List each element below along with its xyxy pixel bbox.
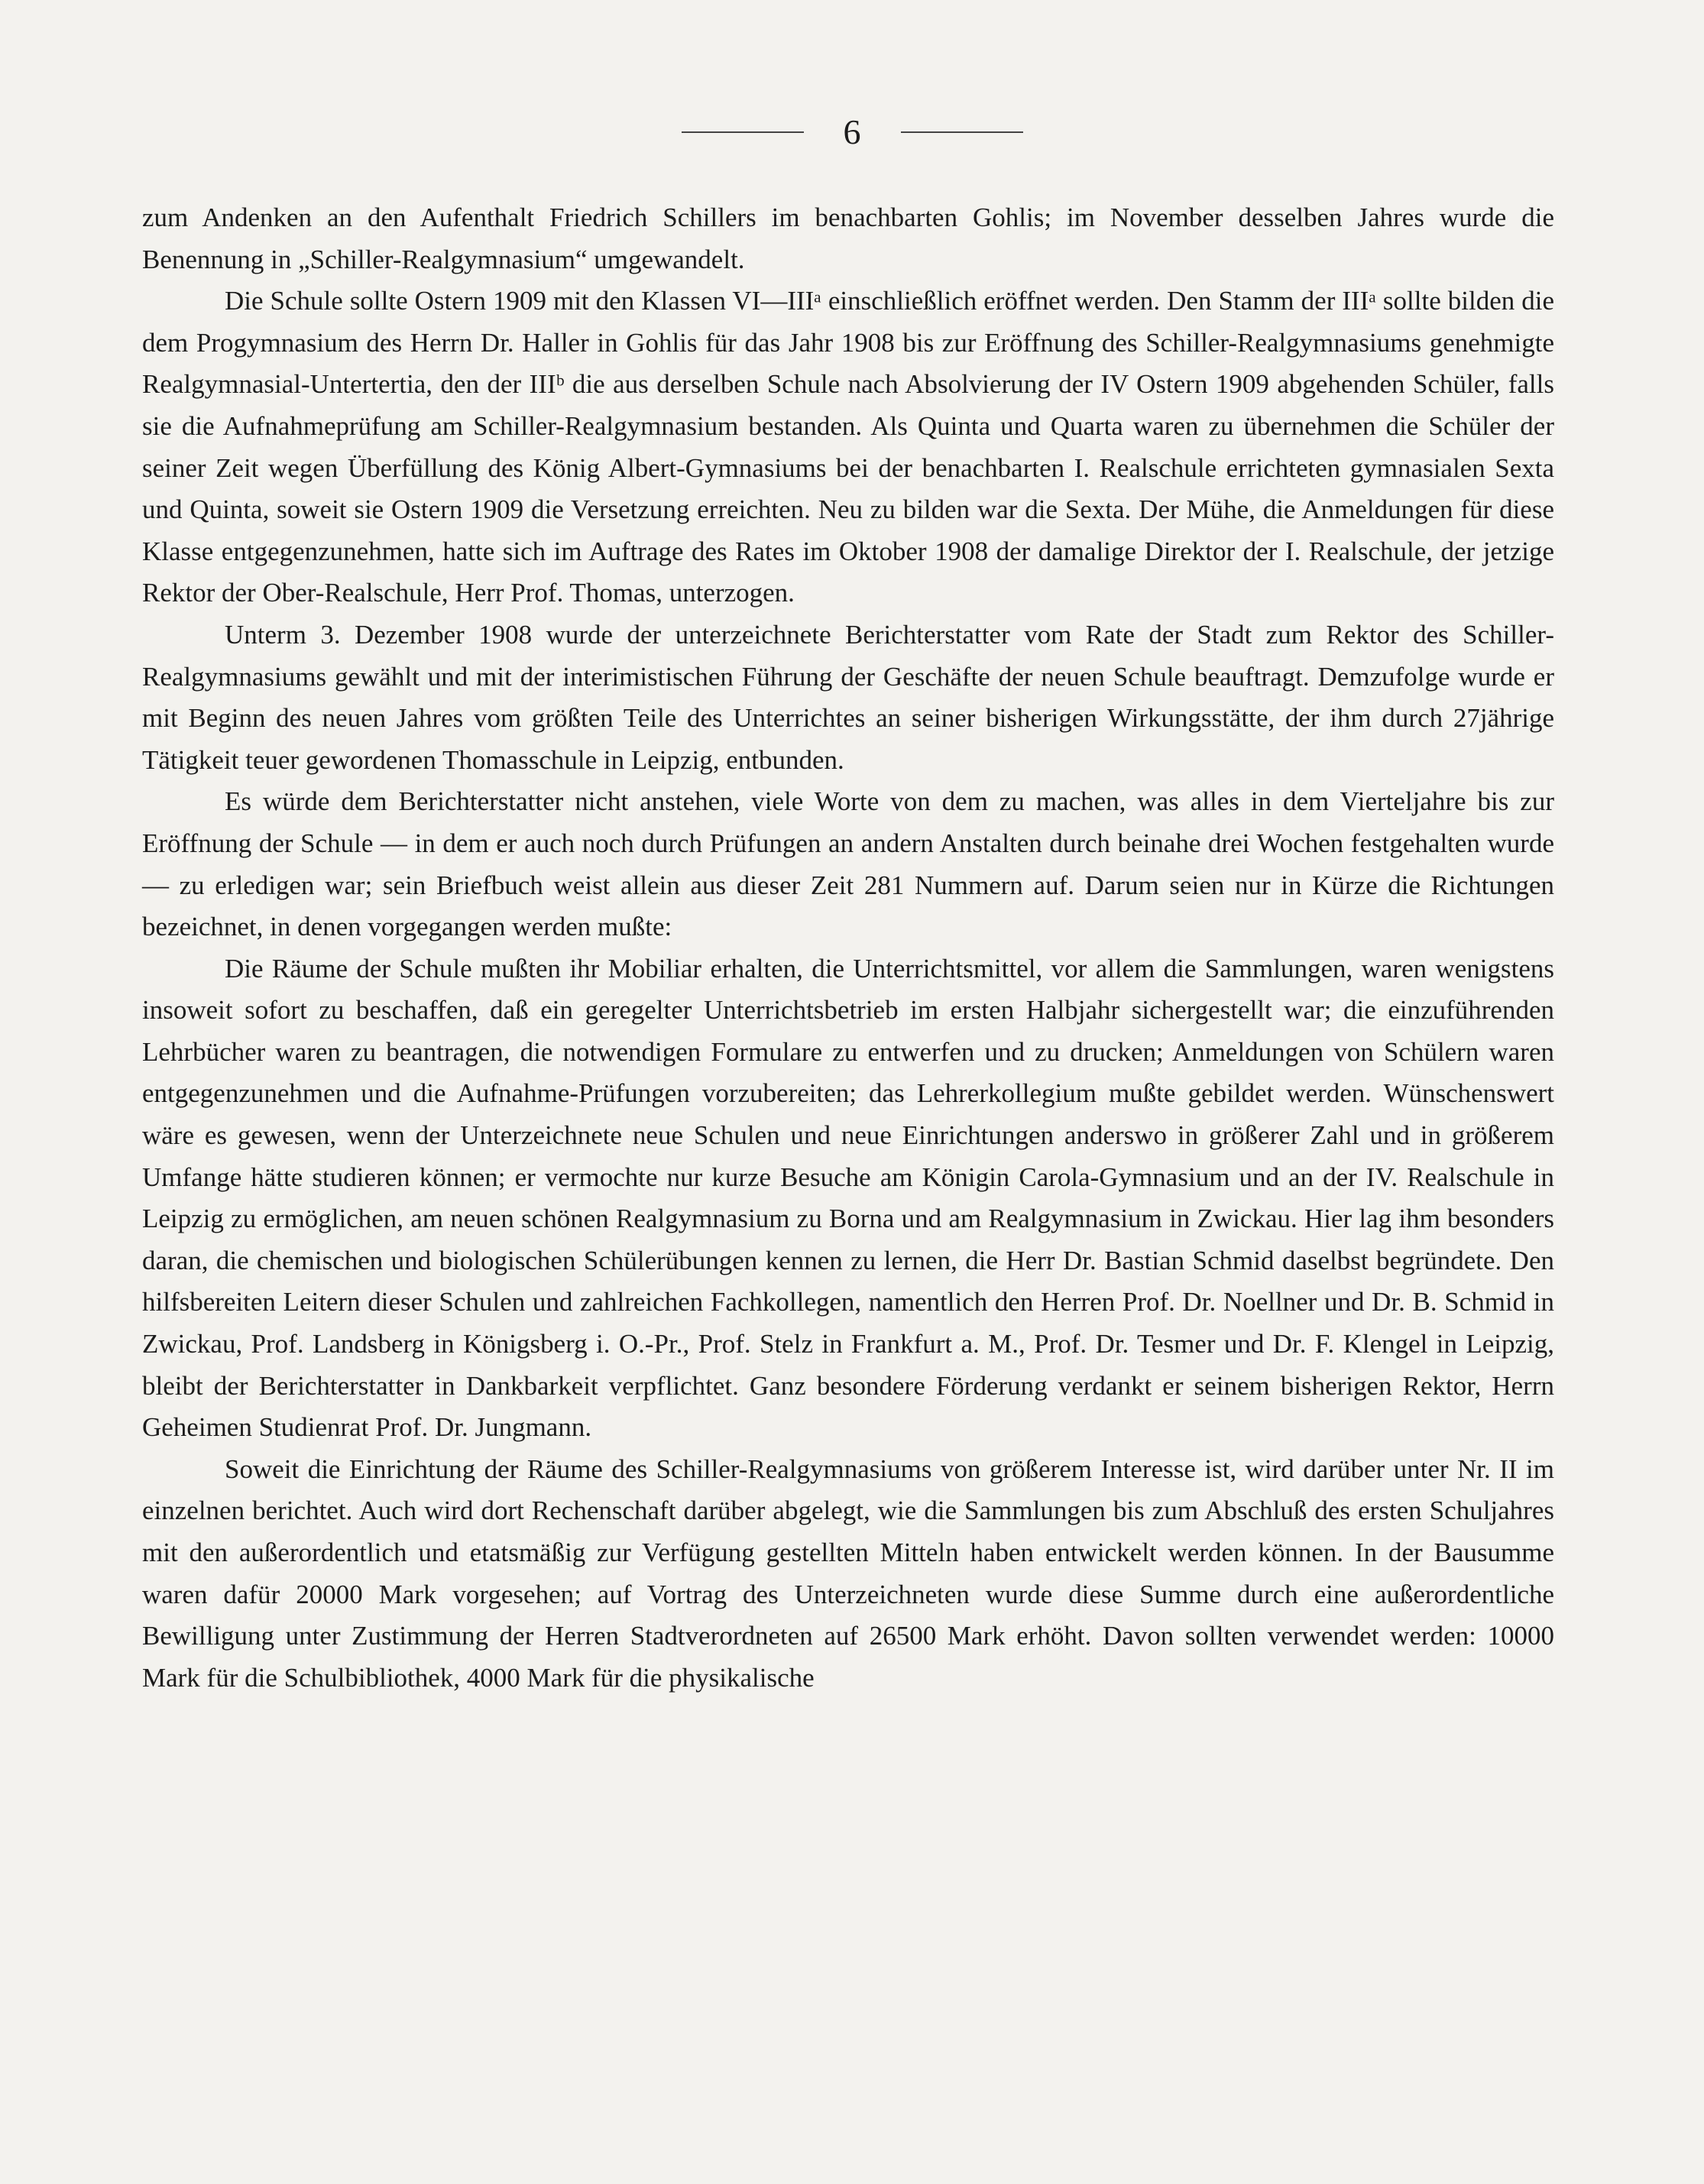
paragraph-3: Unterm 3. Dezember 1908 wurde der unterzeichnete Berichterstatter vom Rate der Stadt zum Rektor des Schiller-Realgymnasiums gewählt und mit der interimistischen Führung der Geschäfte der neuen Schule beauftragt. Demzufolge wurde er mit Beginn des neuen Jahres vom größten Teile des Unterrichtes an seiner bisherigen Wirkungsstätte, der ihm durch 27jährige Tätigkeit teuer gewordenen Thomasschule in Leipzig, entbunden. (142, 619, 1554, 775)
page-number: 6 (843, 112, 861, 151)
body-text (142, 197, 1554, 1699)
paragraph-2: Die Schule sollte Ostern 1909 mit den Klassen VI—IIIᵃ einschließlich eröffnet werden. Den Stamm der IIIᵃ sollte bilden die dem Progymnasium des Herrn Dr. Haller in Gohlis für das Jahr 1908 bis zur Eröffnung des Schiller-Realgymnasiums genehmigte Realgymnasial-Untertertia, den der IIIᵇ die aus derselben Schule nach Absolvierung der IV Ostern 1909 abgehenden Schüler, falls sie die Aufnahmeprüfung am Schiller-Realgymnasium bestanden. Als Quinta und Quarta waren zu übernehmen die Schüler der seiner Zeit wegen Überfüllung des König Albert-Gymnasiums bei der benachbarten I. Realschule errichteten gymnasialen Sexta und Quinta, soweit sie Ostern 1909 die Versetzung erreichten. Neu zu bilden war die Sexta. Der Mühe, die Anmeldungen für diese Klasse entgegenzunehmen, hatte sich im Auftrage des Rates im Oktober 1908 der damalige Direktor der I. Realschule, der jetzige Rektor der Ober-Realschule, Herr Prof. Thomas, unterzogen. (142, 286, 1554, 608)
page-header (0, 112, 1704, 151)
paragraph-6: Soweit die Einrichtung der Räume des Schiller-Realgymnasiums von größerem Interesse ist, wird darüber unter Nr. II im einzelnen berichtet. Auch wird dort Rechenschaft darüber abgelegt, wie die Sammlungen bis zum Abschluß des ersten Schuljahres mit den außerordentlich und etatsmäßig zur Verfügung gestellten Mitteln haben entwickelt werden können. In der Bausumme waren dafür 20000 Mark vorgesehen; auf Vortrag des Unterzeichneten wurde diese Summe durch eine außerordentliche Bewilligung unter Zustimmung der Herren Stadtverordneten auf 26500 Mark erhöht. Davon sollten verwendet werden: 10000 Mark für die Schulbibliothek, 4000 Mark für die physikalische (142, 1453, 1554, 1693)
paragraph-5: Die Räume der Schule mußten ihr Mobiliar erhalten, die Unterrichtsmittel, vor allem die Sammlungen, waren wenigstens insoweit sofort zu beschaffen, daß ein geregelter Unterrichtsbetrieb im ersten Halbjahr sichergestellt war; die einzuführenden Lehrbücher waren zu beantragen, die notwendigen Formulare zu entwerfen und zu drucken; Anmeldungen von Schülern waren entgegenzunehmen und die Aufnahme-Prüfungen vorzubereiten; das Lehrerkollegium mußte gebildet werden. Wünschenswert wäre es gewesen, wenn der Unterzeichnete neue Schulen und neue Einrichtungen anderswo in größerer Zahl und in größerem Umfange hätte studieren können; er vermochte nur kurze Besuche am Königin Carola-Gymnasium und an der IV. Realschule in Leipzig zu ermöglichen, am neuen schönen Realgymnasium zu Borna und am Realgymnasium in Zwickau. Hier lag ihm besonders daran, die chemischen und biologischen Schülerübungen kennen zu lernen, die Herr Dr. Bastian Schmid daselbst begründete. Den hilfsbereiten Leitern dieser Schulen und zahlreichen Fachkollegen, namentlich den Herren Prof. Dr. Noellner und Dr. B. Schmid in Zwickau, Prof. Landsberg in Königsberg i. O.-Pr., Prof. Stelz in Frankfurt a. M., Prof. Dr. Tesmer und Dr. F. Klengel in Leipzig, bleibt der Berichterstatter in Dankbarkeit verpflichtet. Ganz besondere Förderung verdankt er seinem bisherigen Rektor, Herrn Geheimen Studienrat Prof. Dr. Jungmann. (142, 953, 1554, 1443)
paragraph-1: zum Andenken an den Aufenthalt Friedrich Schillers im benachbarten Gohlis; im November desselben Jahres wurde die Benennung in „Schiller-Realgymnasium“ umgewandelt. (142, 203, 1554, 274)
header-rule-right (901, 131, 1023, 133)
header-rule-left (682, 131, 804, 133)
paragraph-4: Es würde dem Berichterstatter nicht anstehen, viele Worte von dem zu machen, was alles in dem Vierteljahre bis zur Eröffnung der Schule — in dem er auch noch durch Prüfungen an andern Anstalten durch beinahe drei Wochen festgehalten wurde — zu erledigen war; sein Briefbuch weist allein aus dieser Zeit 281 Nummern auf. Darum seien nur in Kürze die Richtungen bezeichnet, in denen vorgegangen werden mußte: (142, 786, 1554, 942)
